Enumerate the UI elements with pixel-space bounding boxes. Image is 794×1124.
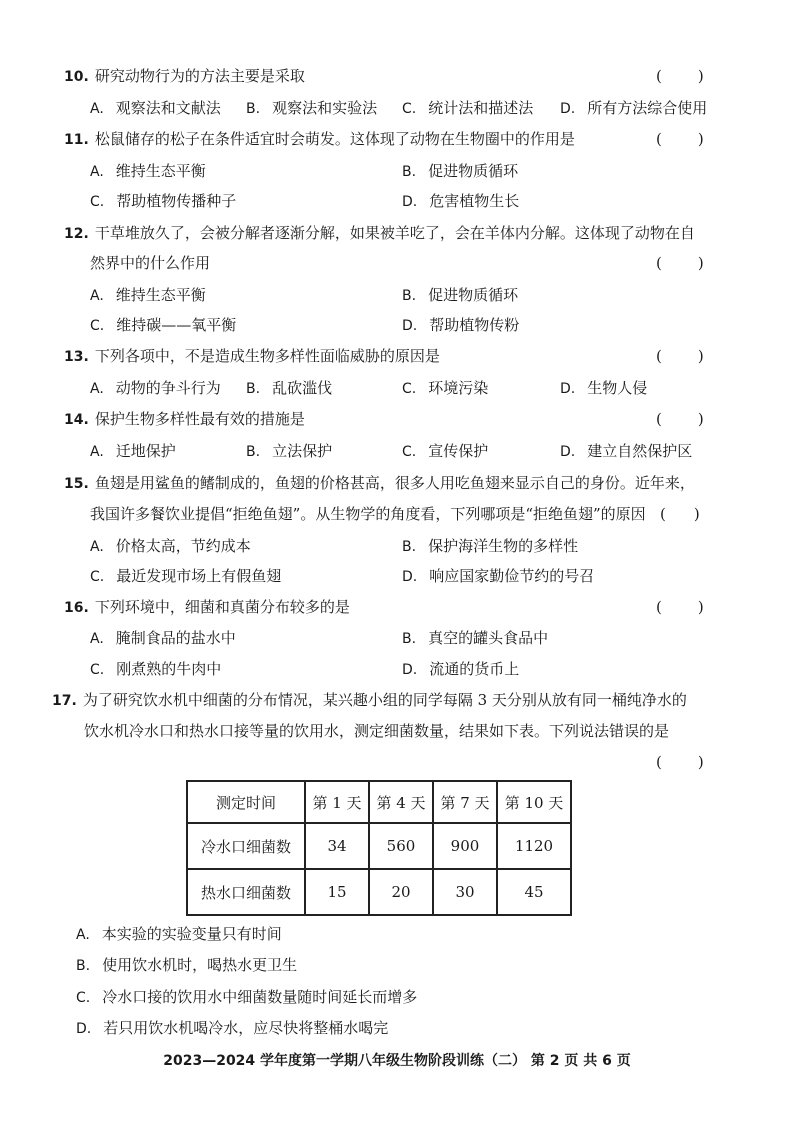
- answer-blank-12[interactable]: ( ): [656, 254, 704, 272]
- table-header-cell: 第 7 天: [433, 781, 497, 823]
- table-cell: 45: [497, 869, 571, 915]
- option-17-c: C. 冷水口接的饮用水中细菌数量随时间延长而增多: [76, 988, 418, 1006]
- question-15-stem: 15. 鱼翅是用鲨鱼的鳍制成的，鱼翅的价格甚高，很多人用吃鱼翅来显示自己的身份。近年来，: [64, 474, 695, 492]
- question-12-stem: 12. 干草堆放久了，会被分解者逐渐分解，如果被羊吃了，会在羊体内分解。这体现了动物在自: [64, 224, 695, 242]
- question-11-stem: 11. 松鼠储存的松子在条件适宜时会萌发。这体现了动物在生物圈中的作用是: [64, 130, 575, 148]
- option-15-a: A. 价格太高，节约成本: [90, 537, 251, 555]
- option-17-b: B. 使用饮水机时，喝热水更卫生: [76, 956, 298, 974]
- option-10-c: C. 统计法和描述法: [402, 99, 534, 117]
- question-13-stem: 13. 下列各项中，不是造成生物多样性面临威胁的原因是: [64, 347, 440, 365]
- table-cell: 1120: [497, 823, 571, 869]
- option-14-d: D. 建立自然保护区: [560, 442, 693, 460]
- table-header-cell: 测定时间: [187, 781, 305, 823]
- table-cell: 15: [305, 869, 369, 915]
- option-12-a: A. 维持生态平衡: [90, 286, 206, 304]
- table-row: [187, 823, 571, 869]
- question-17-stem-cont: 饮水机冷水口和热水口接等量的饮用水，测定细菌数量，结果如下表。下列说法错误的是: [84, 722, 670, 740]
- table-row: [187, 869, 571, 915]
- question-16-stem: 16. 下列环境中，细菌和真菌分布较多的是: [64, 598, 350, 616]
- option-16-c: C. 刚煮熟的牛肉中: [90, 660, 222, 678]
- option-10-b: B. 观察法和实验法: [246, 99, 378, 117]
- bacteria-count-table: [186, 780, 572, 916]
- answer-blank-11[interactable]: ( ): [656, 130, 704, 148]
- table-row-label: 冷水口细菌数: [187, 823, 305, 869]
- answer-blank-14[interactable]: ( ): [656, 410, 704, 428]
- option-13-b: B. 乱砍滥伐: [246, 379, 333, 397]
- option-11-a: A. 维持生态平衡: [90, 162, 206, 180]
- answer-blank-17[interactable]: ( ): [656, 753, 704, 771]
- question-15-stem-cont: 我国许多餐饮业提倡“拒绝鱼翅”。从生物学的角度看，下列哪项是“拒绝鱼翅”的原因: [90, 505, 646, 523]
- table-header-cell: 第 1 天: [305, 781, 369, 823]
- table-cell: 560: [369, 823, 433, 869]
- option-15-b: B. 保护海洋生物的多样性: [402, 537, 579, 555]
- table-header-cell: 第 10 天: [497, 781, 571, 823]
- option-13-d: D. 生物人侵: [560, 379, 648, 397]
- table-cell: 34: [305, 823, 369, 869]
- option-14-a: A. 迁地保护: [90, 442, 176, 460]
- option-13-c: C. 环境污染: [402, 379, 489, 397]
- table-header-row: [187, 781, 571, 823]
- option-15-d: D. 响应国家勤俭节约的号召: [402, 567, 595, 585]
- option-14-c: C. 宣传保护: [402, 442, 489, 460]
- question-10-stem: 10. 研究动物行为的方法主要是采取: [64, 67, 305, 85]
- page-footer: 2023—2024 学年度第一学期八年级生物阶段训练（二） 第 2 页 共 6 页: [163, 1053, 631, 1069]
- table-cell: 900: [433, 823, 497, 869]
- option-17-a: A. 本实验的实验变量只有时间: [76, 925, 282, 943]
- option-16-d: D. 流通的货币上: [402, 660, 520, 678]
- option-17-d: D. 若只用饮水机喝冷水，应尽快将整桶水喝完: [76, 1019, 389, 1037]
- question-17-stem: 17. 为了研究饮水机中细菌的分布情况，某兴趣小组的同学每隔 3 天分别从放有同一桶纯净水的: [52, 691, 687, 709]
- answer-blank-15[interactable]: ( ): [660, 505, 700, 523]
- option-14-b: B. 立法保护: [246, 442, 333, 460]
- option-11-d: D. 危害植物生长: [402, 192, 520, 210]
- answer-blank-16[interactable]: ( ): [656, 598, 704, 616]
- answer-blank-13[interactable]: ( ): [656, 347, 704, 365]
- table-cell: 30: [433, 869, 497, 915]
- option-10-a: A. 观察法和文献法: [90, 99, 221, 117]
- option-11-b: B. 促进物质循环: [402, 162, 519, 180]
- option-15-c: C. 最近发现市场上有假鱼翅: [90, 567, 282, 585]
- option-12-b: B. 促进物质循环: [402, 286, 519, 304]
- table-header-cell: 第 4 天: [369, 781, 433, 823]
- option-16-b: B. 真空的罐头食品中: [402, 629, 549, 647]
- answer-blank-10[interactable]: ( ): [656, 67, 704, 85]
- option-13-a: A. 动物的争斗行为: [90, 379, 221, 397]
- option-16-a: A. 腌制食品的盐水中: [90, 629, 236, 647]
- question-12-stem-cont: 然界中的什么作用: [90, 254, 211, 272]
- option-10-d: D. 所有方法综合使用: [560, 99, 708, 117]
- question-14-stem: 14. 保护生物多样性最有效的措施是: [64, 410, 305, 428]
- option-12-d: D. 帮助植物传粉: [402, 316, 520, 334]
- table-cell: 20: [369, 869, 433, 915]
- table-row-label: 热水口细菌数: [187, 869, 305, 915]
- option-12-c: C. 维持碳——氧平衡: [90, 316, 237, 334]
- option-11-c: C. 帮助植物传播种子: [90, 192, 237, 210]
